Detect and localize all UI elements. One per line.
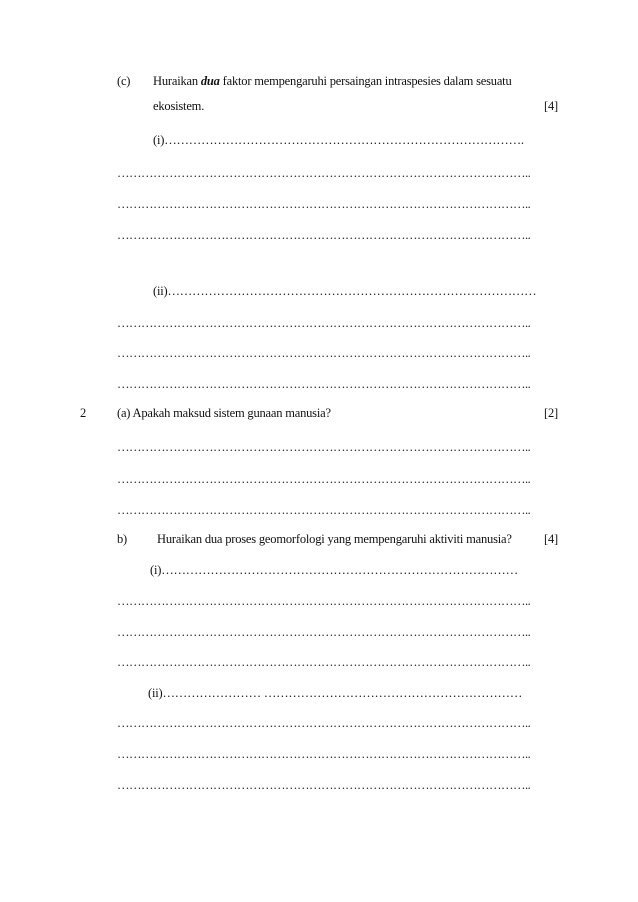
q1c-sub-ii-label: (ii) <box>153 284 168 298</box>
answer-line[interactable]: ………………………………………………………………………………………….. <box>117 716 531 730</box>
answer-line[interactable]: ………………………………………………………………………………………….. <box>117 346 531 360</box>
q2b-sub-ii[interactable] <box>148 686 522 701</box>
q2b-sub-ii-dots-b: ……………………………………………………… <box>263 686 523 700</box>
q1c-text-bold: dua <box>200 74 220 88</box>
answer-line[interactable]: ………………………………………………………………………………………….. <box>117 228 531 242</box>
q1c-marks: [4] <box>544 99 558 113</box>
q2b-marks: [4] <box>544 532 558 546</box>
q1c-label: (c) <box>117 74 131 88</box>
q2b-sub-i[interactable] <box>150 563 518 578</box>
q1c-sub-ii[interactable] <box>153 284 537 299</box>
q2b-sub-i-dots: …………………………………………………………………………… <box>161 563 518 577</box>
q1c-text-line2: ekosistem. <box>153 99 205 113</box>
answer-line[interactable]: ………………………………………………………………………………………….. <box>117 747 531 761</box>
answer-line[interactable]: ………………………………………………………………………………………….. <box>117 440 531 454</box>
q2-number: 2 <box>80 406 87 420</box>
q2a-marks: [2] <box>544 406 558 420</box>
answer-line[interactable]: ………………………………………………………………………………………….. <box>117 316 531 330</box>
answer-line[interactable]: ………………………………………………………………………………………….. <box>117 594 531 608</box>
answer-line[interactable]: ………………………………………………………………………………………….. <box>117 625 531 639</box>
answer-line[interactable]: ………………………………………………………………………………………….. <box>117 166 531 180</box>
q1c-sub-ii-dots: ……………………………………………………………………………… <box>167 284 537 298</box>
q1c-text <box>153 74 512 89</box>
q1c-sub-i-label: (i) <box>153 133 165 147</box>
q1c-sub-i[interactable] <box>153 133 524 148</box>
q2a-text: (a) Apakah maksud sistem gunaan manusia? <box>117 406 331 420</box>
q2b-label: b) <box>117 532 128 546</box>
q1c-sub-i-dots: ……………………………………………………………………………. <box>164 133 524 147</box>
q2b-sub-i-label: (i) <box>150 563 162 577</box>
answer-line[interactable]: ………………………………………………………………………………………….. <box>117 197 531 211</box>
answer-line[interactable]: ………………………………………………………………………………………….. <box>117 778 531 792</box>
q2b-text: Huraikan dua proses geomorfologi yang mempengaruhi aktiviti manusia? <box>157 532 512 546</box>
q1c-text-post: faktor mempengaruhi persaingan intraspesies dalam sesuatu <box>222 74 512 88</box>
answer-line[interactable]: ………………………………………………………………………………………….. <box>117 377 531 391</box>
answer-line[interactable]: ………………………………………………………………………………………….. <box>117 472 531 486</box>
answer-line[interactable]: ………………………………………………………………………………………….. <box>117 503 531 517</box>
q2b-sub-ii-label: (ii) <box>148 686 163 700</box>
q2b-sub-ii-dots-a: …………………… <box>162 686 261 700</box>
q1c-text-pre: Huraikan <box>153 74 198 88</box>
answer-line[interactable]: ………………………………………………………………………………………….. <box>117 655 531 669</box>
